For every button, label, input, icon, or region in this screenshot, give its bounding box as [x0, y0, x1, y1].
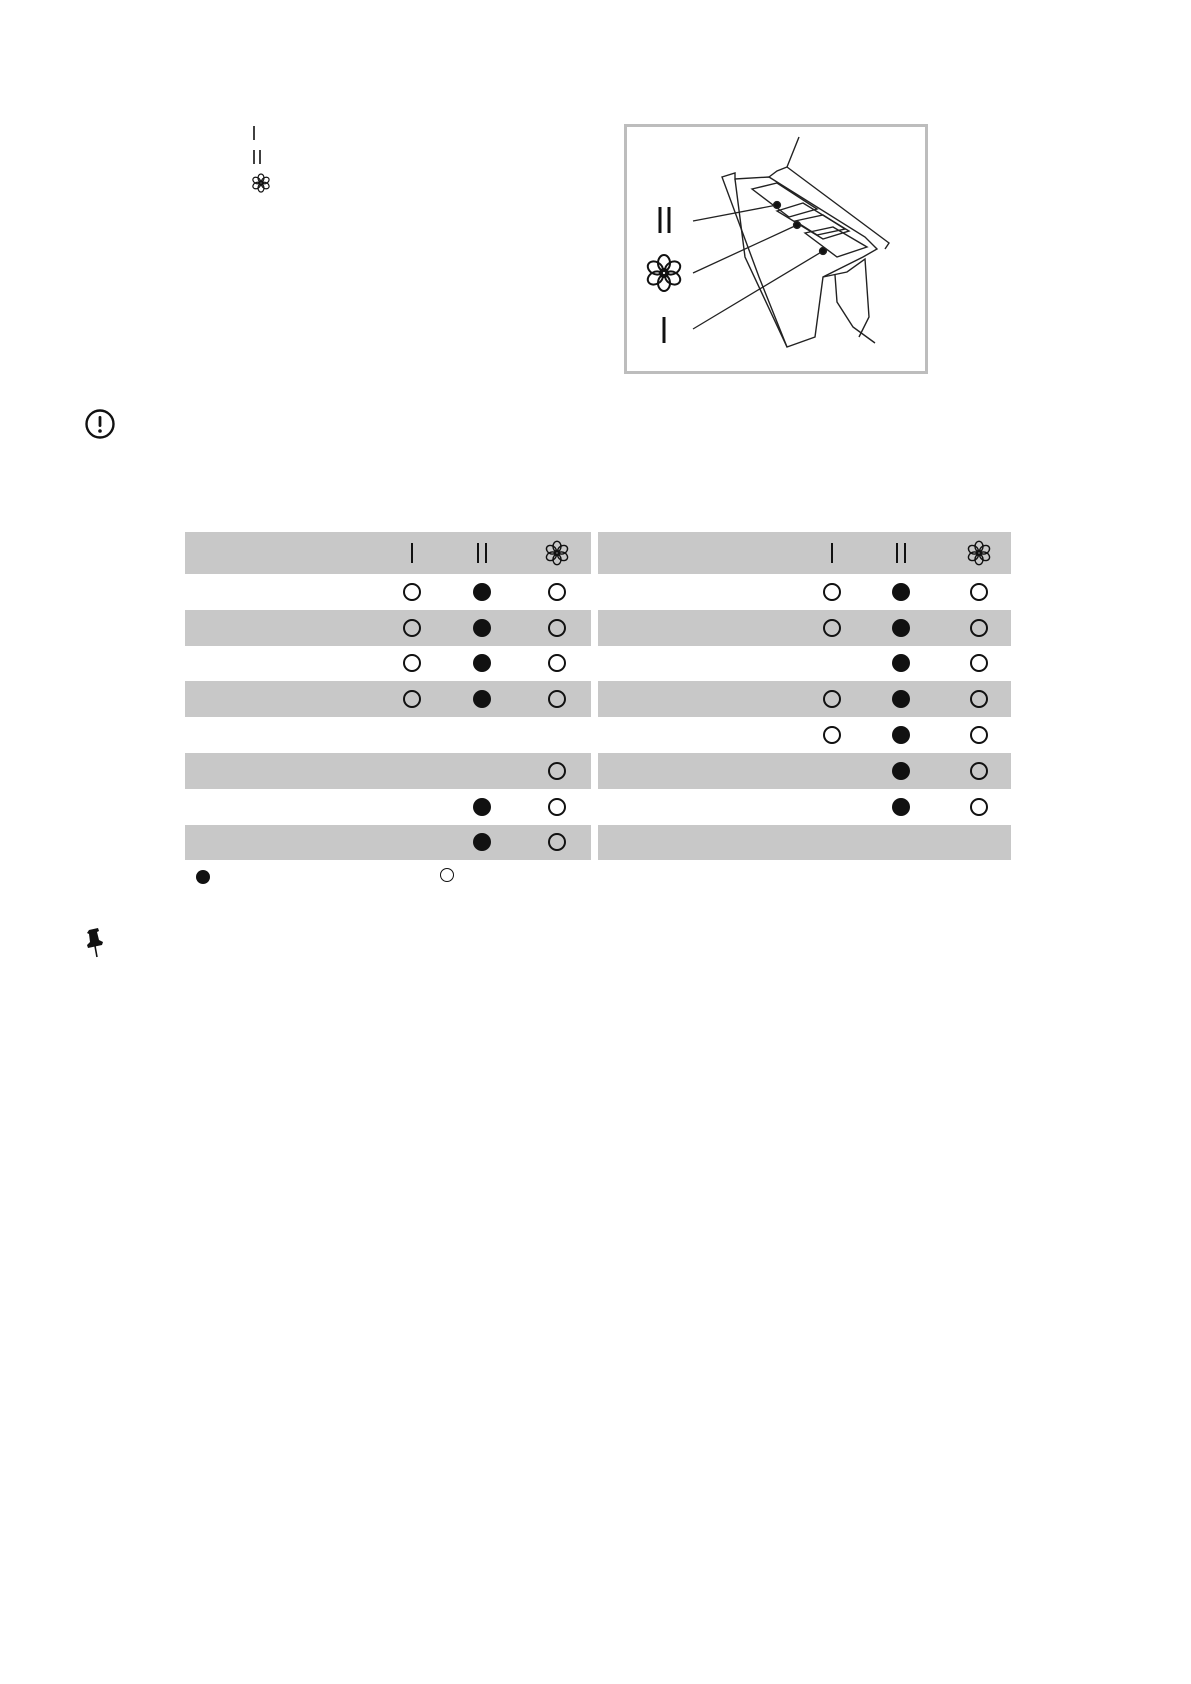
header-cell — [466, 537, 498, 569]
hollow-dot — [548, 654, 566, 672]
main-wash-compartment-icon — [473, 540, 491, 566]
table-cell — [889, 723, 913, 747]
illustration-label-main-wash — [660, 207, 669, 233]
table-cell — [545, 616, 569, 640]
prewash-compartment-icon — [407, 540, 417, 566]
hollow-dot — [548, 762, 566, 780]
main-wash-compartment-icon — [250, 148, 266, 166]
table-cell — [400, 580, 424, 604]
table-row — [185, 789, 591, 825]
table-row — [185, 825, 591, 861]
filled-dot — [473, 619, 491, 637]
filled-dot — [892, 726, 910, 744]
table-cell — [470, 687, 494, 711]
header-cell — [963, 537, 995, 569]
key-hollow-dot — [440, 868, 454, 882]
hollow-dot — [970, 762, 988, 780]
hollow-dot — [970, 583, 988, 601]
table-cell — [400, 651, 424, 675]
hollow-dot — [970, 654, 988, 672]
table-row — [185, 646, 591, 682]
table-cell — [967, 580, 991, 604]
table-row — [185, 574, 591, 610]
table-cell — [889, 795, 913, 819]
table-cell — [967, 723, 991, 747]
table-cell — [400, 616, 424, 640]
table-cell — [820, 616, 844, 640]
filled-dot — [473, 833, 491, 851]
prewash-compartment-icon — [250, 124, 260, 142]
hollow-dot — [823, 726, 841, 744]
table-row — [598, 574, 1011, 610]
table-cell — [967, 651, 991, 675]
table-cell — [889, 651, 913, 675]
pushpin-icon — [84, 928, 106, 958]
hollow-dot — [823, 619, 841, 637]
dosage-table-right — [598, 532, 1011, 852]
filled-dot — [892, 762, 910, 780]
table-cell — [470, 616, 494, 640]
table-cell — [470, 580, 494, 604]
filled-dot — [473, 798, 491, 816]
table-cell — [545, 651, 569, 675]
hollow-dot — [548, 690, 566, 708]
header-cell — [885, 537, 917, 569]
table-row — [598, 610, 1011, 646]
header-cell — [396, 537, 428, 569]
hollow-dot — [403, 654, 421, 672]
exclamation-circle-icon — [84, 408, 116, 440]
main-wash-compartment-icon — [892, 540, 910, 566]
table-cell — [545, 830, 569, 854]
table-cell — [889, 687, 913, 711]
flower-softener-icon — [250, 172, 272, 194]
hollow-dot — [403, 619, 421, 637]
illustration-label-softener — [645, 255, 682, 291]
hollow-dot — [970, 798, 988, 816]
filled-dot — [892, 583, 910, 601]
table-row — [598, 646, 1011, 682]
table-row — [598, 681, 1011, 717]
key-filled-dot — [196, 870, 210, 884]
detergent-drawer-illustration — [624, 124, 928, 374]
table-cell — [545, 687, 569, 711]
table-cell — [820, 723, 844, 747]
table-cell — [889, 580, 913, 604]
filled-dot — [892, 798, 910, 816]
table-cell — [820, 580, 844, 604]
header-cell — [816, 537, 848, 569]
table-cell — [889, 616, 913, 640]
flower-softener-icon — [543, 539, 571, 567]
filled-dot — [473, 583, 491, 601]
table-cell — [967, 616, 991, 640]
table-row — [185, 610, 591, 646]
hollow-dot — [823, 583, 841, 601]
table-cell — [400, 687, 424, 711]
table-header-row — [598, 532, 1011, 574]
header-cell — [541, 537, 573, 569]
hollow-dot — [548, 619, 566, 637]
flower-softener-icon — [965, 539, 993, 567]
hollow-dot — [548, 583, 566, 601]
table-row — [598, 717, 1011, 753]
table-cell — [967, 687, 991, 711]
table-row — [598, 789, 1011, 825]
prewash-compartment-icon — [827, 540, 837, 566]
hollow-dot — [970, 726, 988, 744]
table-cell — [545, 580, 569, 604]
table-row — [598, 753, 1011, 789]
dosage-table-left — [185, 532, 591, 852]
filled-dot — [892, 654, 910, 672]
table-cell — [967, 759, 991, 783]
table-cell — [545, 759, 569, 783]
hollow-dot — [548, 798, 566, 816]
table-cell — [470, 795, 494, 819]
filled-dot — [473, 654, 491, 672]
hollow-dot — [823, 690, 841, 708]
table-row — [185, 753, 591, 789]
table-row — [598, 825, 1011, 861]
table-cell — [470, 651, 494, 675]
table-cell — [545, 795, 569, 819]
table-cell — [967, 795, 991, 819]
filled-dot — [892, 690, 910, 708]
table-header-row — [185, 532, 591, 574]
filled-dot — [892, 619, 910, 637]
hollow-dot — [403, 690, 421, 708]
hollow-dot — [548, 833, 566, 851]
table-cell — [820, 687, 844, 711]
hollow-dot — [970, 690, 988, 708]
hollow-dot — [970, 619, 988, 637]
table-row — [185, 681, 591, 717]
filled-dot — [473, 690, 491, 708]
table-row — [185, 717, 591, 753]
table-cell — [889, 759, 913, 783]
hollow-dot — [403, 583, 421, 601]
table-cell — [470, 830, 494, 854]
